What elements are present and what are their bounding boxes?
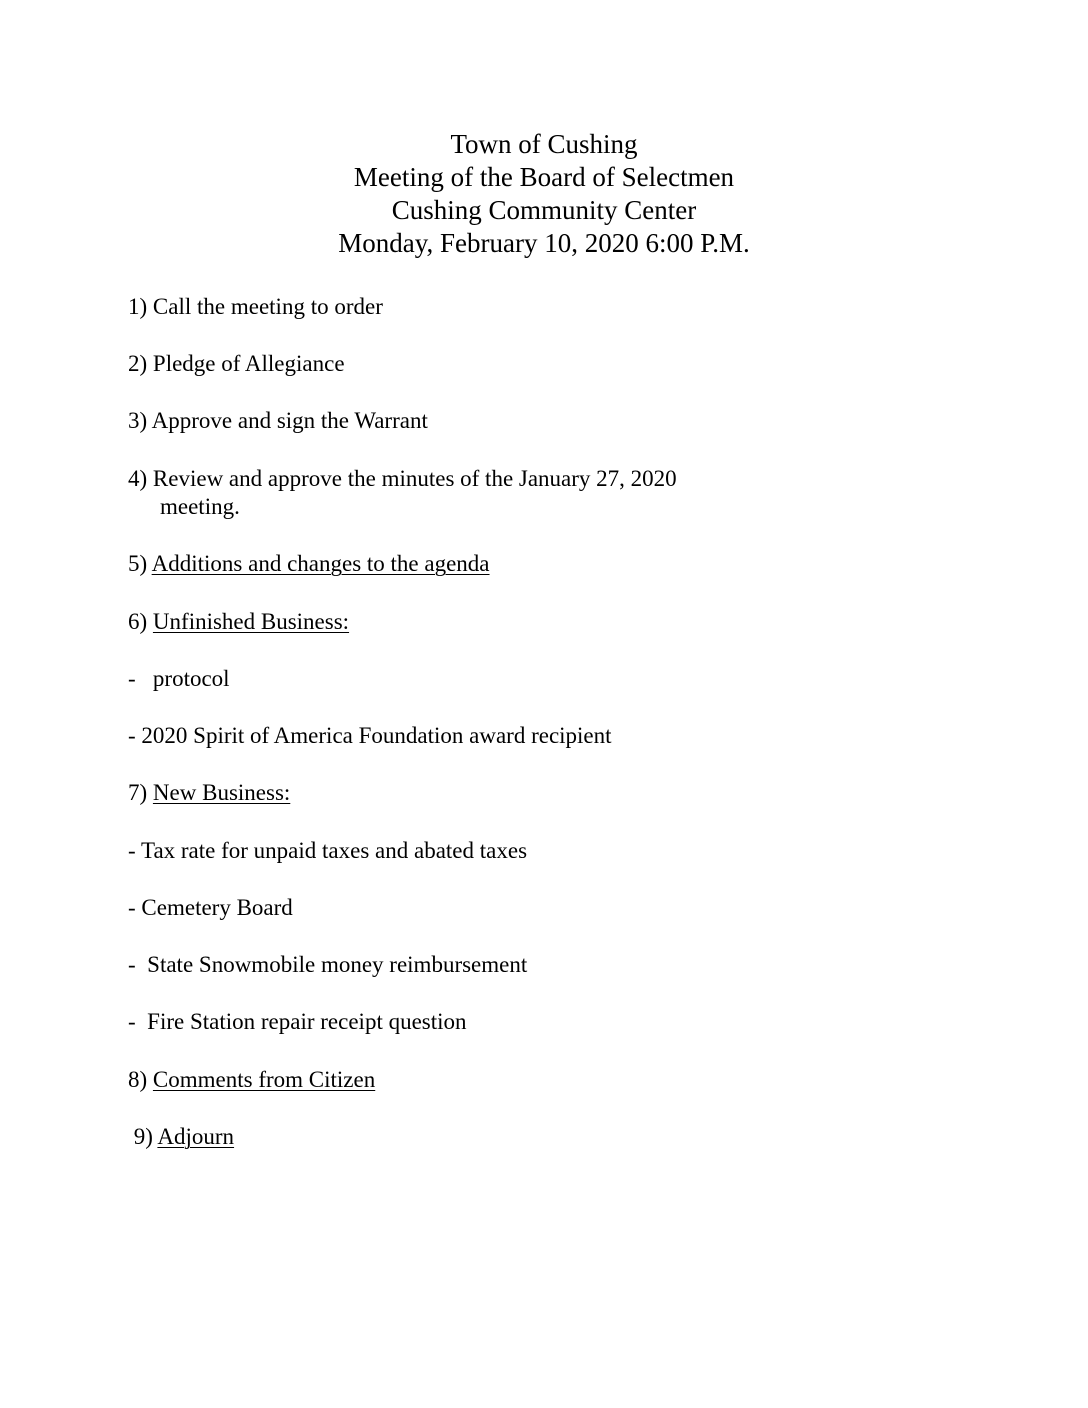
bullet-dash: -: [128, 723, 142, 748]
item-text: Adjourn: [157, 1124, 235, 1149]
item-number: 3): [128, 408, 152, 433]
agenda-subitem: [128, 951, 527, 979]
agenda-item-7: [128, 779, 290, 807]
agenda-subitem: [128, 837, 527, 865]
item-text: Unfinished Business:: [152, 609, 350, 634]
item-text: Pledge of Allegiance: [152, 351, 345, 376]
agenda-subitem: [128, 665, 230, 693]
item-text: Comments from Citizen: [152, 1067, 376, 1092]
bullet-dash: -: [128, 952, 148, 977]
agenda-item-3: [128, 407, 428, 435]
item-text: Additions and changes to the agenda: [151, 551, 490, 576]
agenda-subitem: [128, 722, 612, 750]
agenda-item-9: [128, 1123, 234, 1151]
item-text: Approve and sign the Warrant: [151, 408, 428, 433]
document-header: [0, 128, 1088, 260]
agenda-item-2: [128, 350, 345, 378]
meeting-datetime: Monday, February 10, 2020 6:00 P.M.: [338, 228, 750, 258]
agenda-item-1: [128, 293, 383, 321]
item-number: 4): [128, 466, 153, 491]
item-number: 1): [128, 294, 153, 319]
item-text: Tax rate for unpaid taxes and abated taxes: [141, 838, 528, 863]
agenda-item-4: [128, 465, 677, 493]
bullet-dash: -: [128, 838, 141, 863]
item-text: 2020 Spirit of America Foundation award recipient: [141, 723, 612, 748]
meeting-title: Meeting of the Board of Selectmen: [353, 162, 735, 192]
item-text: Fire Station repair receipt question: [147, 1009, 467, 1034]
item-number: 6): [128, 609, 153, 634]
meeting-location: Cushing Community Center: [391, 195, 697, 225]
bullet-dash: -: [128, 666, 153, 691]
agenda-item-8: [128, 1066, 375, 1094]
agenda-subitem: [128, 1008, 467, 1036]
item-text: State Snowmobile money reimbursement: [147, 952, 528, 977]
agenda-item-5: [128, 550, 490, 578]
item-text: New Business:: [152, 780, 291, 805]
item-text: protocol: [152, 666, 230, 691]
item-text: Call the meeting to order: [152, 294, 383, 319]
item-number: 5): [128, 551, 152, 576]
item-number: 9): [128, 1124, 158, 1149]
item-text: Review and approve the minutes of the January 27, 2020: [152, 466, 677, 491]
bullet-dash: -: [128, 895, 142, 920]
item-number: 8): [128, 1067, 153, 1092]
item-number: 2): [128, 351, 153, 376]
item-text: Cemetery Board: [141, 895, 293, 920]
bullet-dash: -: [128, 1009, 148, 1034]
agenda-subitem: [128, 894, 293, 922]
town-name: Town of Cushing: [450, 129, 638, 159]
agenda-item-6: [128, 608, 349, 636]
agenda-item-4-continuation: meeting.: [160, 494, 240, 519]
item-number: 7): [128, 780, 153, 805]
